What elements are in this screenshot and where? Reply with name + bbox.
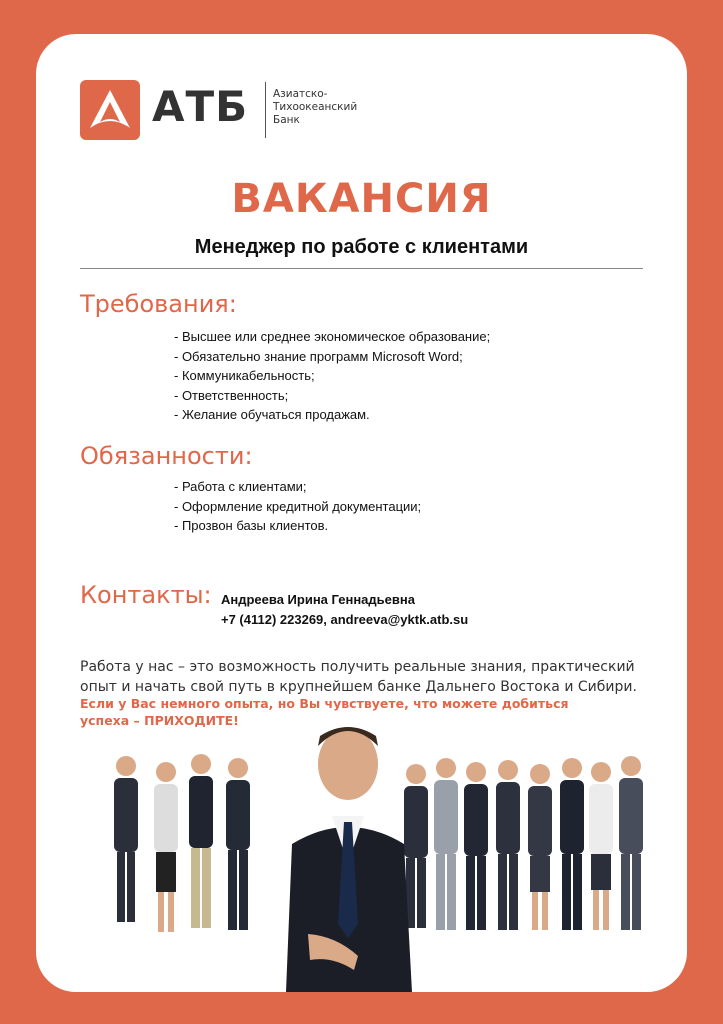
position-title: Менеджер по работе с клиентами [194, 236, 529, 258]
person-icon [619, 756, 643, 930]
brand-name: АТБ [152, 82, 249, 131]
team-photo-illustration [96, 724, 656, 992]
atb-logo-icon [80, 80, 140, 140]
person-icon [560, 758, 584, 930]
person-icon [189, 754, 213, 928]
list-item: - Работа с клиентами; [174, 479, 307, 494]
list-item: - Оформление кредитной документации; [174, 498, 422, 514]
contact-phone-email[interactable]: +7 (4112) 223269, andreeva@yktk.atb.su [221, 612, 469, 627]
brand-subtitle: Азиатско- Тихоокеанский Банк [273, 88, 358, 126]
duties-title: Обязанности: [80, 442, 253, 470]
call-to-action: Если у Вас немного опыта, но Вы чувствуете, что можете добиться успеха – ПРИХОДИТЕ! [80, 696, 569, 728]
person-icon [434, 758, 458, 930]
logo-divider [265, 82, 266, 138]
divider [80, 268, 643, 269]
list-item: - Обязательно знание программ Microsoft Word; [174, 348, 463, 364]
person-icon [226, 758, 250, 930]
intro-text: Работа у нас – это возможность получить реальные знания, практический опыт и начать свой путь в крупнейшем банке Дальнего Востока и Сибири. [80, 659, 637, 695]
person-icon [154, 762, 178, 932]
contacts-title: Контакты: [80, 581, 212, 609]
requirements-list [174, 327, 490, 425]
list-item: - Высшее или среднее экономическое образование; [174, 329, 491, 344]
list-item: - Прозвон базы клиентов. [174, 518, 329, 533]
list-item: - Ответственность; [174, 387, 289, 403]
person-icon [464, 762, 488, 930]
person-icon [528, 764, 552, 930]
list-item: - Желание обучаться продажам. [174, 407, 370, 422]
person-icon [589, 762, 613, 930]
requirements-title: Требования: [80, 290, 237, 318]
contact-name: Андреева Ирина Геннадьевна [221, 592, 415, 607]
person-icon [114, 756, 138, 922]
person-icon [496, 760, 520, 930]
main-person-icon [286, 727, 412, 992]
list-item: - Коммуникабельность; [174, 368, 315, 383]
duties-list [174, 477, 421, 536]
page-title: ВАКАНСИЯ [231, 176, 492, 222]
vacancy-poster [36, 34, 687, 992]
person-icon [404, 764, 428, 928]
